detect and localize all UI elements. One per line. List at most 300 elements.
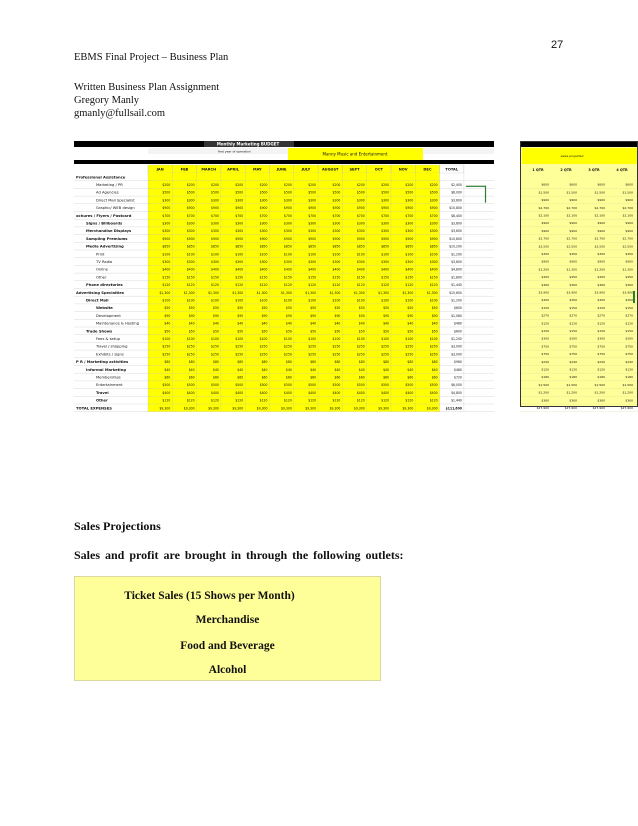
- quarter-value-cell: $2,550: [622, 244, 633, 249]
- budget-value-cell: $9,300: [280, 406, 292, 411]
- budget-value-cell: $850: [283, 244, 292, 249]
- quarter-value-cell: $27,900: [592, 406, 605, 410]
- budget-value-cell: $200: [332, 183, 341, 187]
- budget-value-cell: $250: [211, 344, 219, 349]
- budget-value-cell: $120: [162, 283, 171, 288]
- budget-value-cell: $60: [310, 375, 317, 380]
- budget-value-cell: $900: [356, 206, 365, 211]
- budget-value-cell: $200: [283, 183, 292, 187]
- budget-value-cell: $300: [235, 260, 244, 264]
- budget-value-cell: $90: [407, 313, 414, 318]
- budget-value-cell: $90: [285, 313, 292, 318]
- row-label: Entertainment: [96, 383, 123, 388]
- budget-value-cell: $400: [162, 390, 171, 395]
- budget-value-cell: $50: [285, 306, 292, 311]
- budget-value-cell: $300: [259, 229, 268, 234]
- budget-value-cell: $250: [332, 352, 341, 357]
- budget-value-cell: $100: [259, 252, 268, 257]
- budget-value-cell: $40: [383, 321, 389, 326]
- budget-value-cell: $80: [431, 360, 438, 365]
- budget-value-cell: $850: [162, 244, 171, 249]
- quarter-value-cell: $2,550: [594, 244, 605, 249]
- budget-value-cell: $50: [237, 306, 244, 311]
- budget-value-cell: $400: [162, 267, 171, 272]
- author-name: Gregory Manly: [74, 95, 140, 106]
- quarter-value-cell: $300: [625, 336, 633, 341]
- quarter-value-cell: $300: [541, 336, 549, 341]
- quarter-header-2: 2 QTR: [560, 168, 572, 172]
- month-header-dec: DEC: [423, 167, 432, 172]
- budget-value-cell: $40: [407, 321, 414, 326]
- quarter-value-cell: $750: [541, 352, 549, 357]
- budget-value-cell: $500: [356, 383, 365, 388]
- budget-value-cell: $400: [283, 267, 292, 272]
- budget-value-cell: $1,300: [159, 290, 171, 295]
- row-label: Online: [96, 267, 108, 272]
- quarter-value-cell: $150: [625, 305, 633, 310]
- budget-value-cell: $1,300: [208, 290, 219, 295]
- row-label: Sampling Premiums: [86, 236, 128, 241]
- month-header-oct: OCT: [374, 167, 383, 172]
- budget-total-cell: $1,200: [451, 298, 462, 303]
- budget-total-cell: $10,800: [449, 236, 462, 241]
- row-label: Travel / shopping: [96, 344, 128, 349]
- budget-value-cell: $400: [356, 267, 365, 272]
- budget-total-cell: $1,200: [451, 337, 462, 341]
- budget-value-cell: $700: [405, 213, 414, 218]
- budget-total-cell: $720: [454, 375, 462, 380]
- month-header-feb: FEB: [180, 167, 189, 172]
- budget-value-cell: $9,300: [232, 406, 244, 411]
- budget-total-cell: $10,800: [449, 206, 462, 211]
- budget-value-cell: $50: [431, 306, 438, 311]
- budget-value-cell: $200: [186, 183, 195, 187]
- budget-value-cell: $300: [381, 221, 389, 226]
- budget-total-cell: $1,440: [451, 283, 462, 288]
- budget-value-cell: $100: [308, 337, 317, 341]
- budget-value-cell: $50: [212, 306, 219, 311]
- budget-value-cell: $150: [211, 275, 219, 280]
- budget-value-cell: $500: [186, 383, 195, 388]
- budget-total-cell: $480: [454, 367, 462, 372]
- budget-value-cell: $500: [162, 190, 171, 195]
- quarter-value-cell: $2,700: [622, 205, 633, 210]
- budget-value-cell: $300: [211, 221, 219, 226]
- quarter-value-cell: $360: [569, 398, 577, 403]
- quarter-value-cell: $3,900: [594, 290, 605, 295]
- budget-value-cell: $80: [407, 360, 414, 365]
- assignment-title: Written Business Plan Assignment: [74, 82, 220, 93]
- budget-value-cell: $9,300: [353, 406, 365, 411]
- budget-value-cell: $200: [405, 183, 414, 187]
- budget-total-cell: $600: [454, 306, 462, 311]
- budget-value-cell: $120: [259, 398, 268, 403]
- budget-value-cell: $700: [356, 213, 365, 218]
- budget-value-cell: $300: [162, 260, 171, 264]
- budget-value-cell: $300: [308, 221, 317, 226]
- quarter-value-cell: $180: [597, 375, 605, 380]
- author-email: gmanly@fullsail.com: [74, 108, 166, 119]
- quarter-value-cell: $240: [541, 359, 549, 364]
- budget-value-cell: $700: [211, 213, 219, 218]
- budget-value-cell: $300: [332, 260, 341, 264]
- budget-value-cell: $900: [381, 206, 389, 211]
- quarter-value-cell: $750: [597, 352, 605, 357]
- quarter-value-cell: $150: [625, 329, 633, 333]
- budget-value-cell: $50: [261, 306, 268, 311]
- budget-value-cell: $1,300: [402, 290, 414, 295]
- budget-total-cell: $6,000: [451, 190, 462, 195]
- budget-value-cell: $250: [235, 344, 244, 349]
- budget-value-cell: $90: [310, 313, 317, 318]
- outlet-food-beverage: Food and Beverage: [180, 640, 275, 652]
- quarter-value-cell: $1,200: [594, 390, 605, 395]
- budget-value-cell: $40: [407, 367, 414, 372]
- budget-value-cell: $300: [186, 260, 195, 264]
- month-header-july: JULY: [301, 167, 311, 172]
- quarter-value-cell: $300: [597, 336, 605, 341]
- budget-value-cell: $1,300: [353, 290, 365, 295]
- budget-value-cell: $200: [308, 183, 317, 187]
- budget-value-cell: $80: [334, 360, 341, 365]
- budget-value-cell: $100: [186, 252, 195, 257]
- quarter-value-cell: $360: [597, 282, 605, 287]
- budget-value-cell: $120: [356, 398, 365, 403]
- quarter-value-cell: $900: [625, 198, 633, 203]
- budget-total-cell: $1,800: [451, 275, 462, 280]
- budget-value-cell: $200: [162, 183, 171, 187]
- budget-value-cell: $60: [358, 375, 365, 380]
- quarterly-projection-spreadsheet: [520, 141, 638, 410]
- quarter-value-cell: $2,100: [622, 213, 633, 218]
- quarter-value-cell: $270: [597, 313, 605, 318]
- budget-value-cell: $200: [235, 183, 244, 187]
- quarter-value-cell: $1,200: [538, 390, 549, 395]
- quarter-value-cell: $2,700: [594, 236, 605, 241]
- budget-total-cell: $1,200: [451, 252, 462, 257]
- budget-value-cell: $60: [237, 375, 244, 380]
- budget-value-cell: $100: [162, 252, 171, 257]
- budget-value-cell: $9,300: [426, 406, 438, 411]
- budget-value-cell: $500: [283, 190, 292, 195]
- budget-value-cell: $300: [429, 229, 438, 234]
- budget-value-cell: $850: [381, 244, 389, 249]
- budget-value-cell: $50: [164, 329, 171, 334]
- budget-value-cell: $250: [405, 344, 414, 349]
- budget-value-cell: $250: [259, 344, 268, 349]
- budget-value-cell: $120: [211, 283, 219, 288]
- budget-value-cell: $250: [162, 344, 171, 349]
- budget-value-cell: $700: [162, 213, 171, 218]
- budget-value-cell: $850: [332, 244, 341, 249]
- budget-value-cell: $250: [235, 352, 244, 357]
- quarter-value-cell: $150: [541, 329, 549, 333]
- budget-value-cell: $500: [235, 383, 244, 388]
- budget-value-cell: $250: [186, 352, 195, 357]
- quarter-value-cell: $300: [541, 298, 549, 303]
- quarter-value-cell: $300: [625, 252, 633, 256]
- budget-value-cell: $900: [259, 206, 268, 211]
- row-label: Website: [96, 306, 113, 311]
- budget-value-cell: $500: [429, 383, 438, 388]
- budget-value-cell: $900: [186, 236, 195, 241]
- budget-value-cell: $100: [186, 298, 195, 303]
- row-label: Trade Shows: [86, 329, 113, 334]
- page-number: 27: [551, 39, 564, 51]
- budget-value-cell: $150: [186, 275, 195, 280]
- budget-value-cell: $300: [283, 260, 292, 264]
- budget-value-cell: $500: [259, 383, 268, 388]
- budget-value-cell: $120: [283, 283, 292, 288]
- budget-value-cell: $120: [211, 398, 219, 403]
- budget-value-cell: $90: [431, 313, 438, 318]
- budget-value-cell: $9,300: [208, 406, 219, 411]
- budget-value-cell: $400: [259, 267, 268, 272]
- budget-value-cell: $50: [407, 329, 414, 334]
- budget-value-cell: $100: [162, 337, 171, 341]
- quarter-value-cell: $600: [625, 182, 633, 187]
- budget-value-cell: $300: [283, 229, 292, 234]
- budget-value-cell: $40: [188, 367, 195, 372]
- budget-value-cell: $200: [381, 183, 389, 187]
- month-header-april: APRIL: [227, 167, 239, 172]
- quarter-header-1: 1 QTR: [532, 168, 544, 172]
- budget-value-cell: $700: [235, 213, 244, 218]
- quarter-value-cell: $1,200: [622, 390, 633, 395]
- budget-total-cell: $600: [454, 329, 462, 334]
- budget-total-cell: $1,080: [451, 313, 462, 318]
- budget-value-cell: $300: [332, 221, 341, 226]
- budget-value-cell: $9,300: [183, 406, 195, 411]
- budget-total-cell: $2,400: [451, 183, 462, 187]
- budget-value-cell: $60: [285, 375, 292, 380]
- quarter-title: sales projected: [560, 154, 584, 158]
- selection-marker: [466, 186, 486, 187]
- budget-total-cell: $3,600: [451, 221, 462, 226]
- budget-value-cell: $150: [356, 275, 365, 280]
- budget-value-cell: $80: [212, 360, 219, 365]
- budget-value-cell: $700: [332, 213, 341, 218]
- budget-value-cell: $900: [211, 206, 219, 211]
- budget-value-cell: $250: [259, 352, 268, 357]
- budget-value-cell: $250: [332, 344, 341, 349]
- budget-value-cell: $120: [259, 283, 268, 288]
- budget-total-cell: $3,000: [451, 344, 462, 349]
- budget-total-cell: $3,600: [451, 229, 462, 234]
- budget-value-cell: $400: [429, 390, 438, 395]
- budget-value-cell: $400: [186, 390, 195, 395]
- budget-value-cell: $120: [186, 398, 195, 403]
- row-label: Marketing / PR: [96, 183, 123, 187]
- budget-value-cell: $400: [332, 267, 341, 272]
- budget-value-cell: $300: [429, 260, 438, 264]
- month-header-june: JUNE: [276, 167, 287, 172]
- budget-value-cell: $90: [383, 313, 389, 318]
- budget-value-cell: $40: [237, 367, 244, 372]
- running-header: EBMS Final Project – Business Plan: [74, 52, 229, 63]
- budget-value-cell: $40: [431, 367, 438, 372]
- quarter-value-cell: $360: [625, 398, 633, 403]
- row-label: Professional Assistance: [76, 175, 126, 180]
- budget-value-cell: $300: [259, 260, 268, 264]
- budget-value-cell: $300: [332, 198, 341, 203]
- quarter-value-cell: $180: [625, 375, 633, 380]
- budget-value-cell: $300: [405, 229, 414, 234]
- quarter-value-cell: $600: [597, 182, 605, 187]
- budget-value-cell: $100: [162, 298, 171, 303]
- budget-value-cell: $9,300: [305, 406, 317, 411]
- month-header-march: MARCH: [201, 167, 217, 172]
- budget-value-cell: $120: [429, 398, 438, 403]
- budget-value-cell: $100: [405, 298, 414, 303]
- budget-value-cell: $850: [186, 244, 195, 249]
- budget-value-cell: $900: [211, 236, 219, 241]
- budget-value-cell: $120: [356, 283, 365, 288]
- quarter-value-cell: $360: [597, 398, 605, 403]
- row-label: Memberships: [96, 375, 121, 380]
- quarter-value-cell: $27,900: [536, 406, 549, 410]
- quarter-value-cell: $120: [597, 367, 605, 372]
- budget-value-cell: $40: [358, 321, 365, 326]
- budget-total-cell: $1,440: [451, 398, 462, 403]
- quarter-value-cell: $180: [541, 375, 549, 380]
- budget-value-cell: $700: [381, 213, 389, 218]
- budget-value-cell: $40: [164, 321, 171, 326]
- budget-value-cell: $50: [237, 329, 244, 334]
- quarter-value-cell: $900: [625, 221, 633, 226]
- row-label: Advertising Specialties: [76, 290, 124, 295]
- quarter-value-cell: $900: [597, 221, 605, 226]
- budget-value-cell: $250: [162, 352, 171, 357]
- budget-value-cell: $100: [356, 252, 365, 257]
- row-label: Travel: [96, 390, 109, 395]
- budget-value-cell: $500: [308, 383, 317, 388]
- budget-value-cell: $300: [211, 229, 219, 234]
- budget-value-cell: $400: [405, 390, 414, 395]
- quarter-value-cell: $2,700: [594, 205, 605, 210]
- budget-value-cell: $700: [283, 213, 292, 218]
- budget-value-cell: $100: [381, 252, 389, 257]
- quarter-value-cell: $300: [541, 252, 549, 256]
- selection-marker-vertical: [485, 186, 486, 203]
- budget-value-cell: $40: [237, 321, 244, 326]
- budget-value-cell: $150: [308, 275, 317, 280]
- budget-value-cell: $100: [308, 298, 317, 303]
- quarter-value-cell: $300: [597, 298, 605, 303]
- budget-value-cell: $50: [358, 306, 365, 311]
- quarter-value-cell: $900: [541, 228, 549, 233]
- budget-value-cell: $300: [381, 198, 389, 203]
- quarter-value-cell: $120: [569, 321, 577, 326]
- quarter-value-cell: $900: [625, 228, 633, 233]
- quarter-value-cell: $240: [625, 359, 633, 364]
- quarter-value-cell: $27,900: [620, 406, 633, 410]
- quarter-value-cell: $150: [569, 329, 577, 333]
- budget-value-cell: $900: [308, 206, 317, 211]
- budget-value-cell: $850: [235, 244, 244, 249]
- budget-total-cell: $480: [454, 321, 462, 326]
- budget-value-cell: $400: [211, 390, 219, 395]
- budget-value-cell: $300: [356, 198, 365, 203]
- budget-value-cell: $120: [186, 283, 195, 288]
- quarter-value-cell: $300: [597, 252, 605, 256]
- quarter-value-cell: $900: [569, 198, 577, 203]
- budget-value-cell: $50: [358, 329, 365, 334]
- budget-value-cell: $300: [308, 198, 317, 203]
- quarter-header-3: 3 QTR: [588, 168, 600, 172]
- quarter-value-cell: $750: [597, 344, 605, 349]
- budget-value-cell: $120: [405, 283, 414, 288]
- budget-value-cell: $120: [405, 398, 414, 403]
- budget-value-cell: $150: [332, 275, 341, 280]
- quarter-value-cell: $450: [541, 275, 549, 280]
- budget-value-cell: $300: [429, 221, 438, 226]
- budget-value-cell: $150: [429, 275, 438, 280]
- quarter-value-cell: $360: [541, 398, 549, 403]
- budget-value-cell: $40: [358, 367, 365, 372]
- budget-value-cell: $400: [405, 267, 414, 272]
- budget-value-cell: $150: [283, 275, 292, 280]
- budget-value-cell: $300: [235, 198, 244, 203]
- budget-value-cell: $300: [405, 260, 414, 264]
- company-name: Manny Music and Entertainment: [322, 151, 388, 157]
- budget-value-cell: $100: [259, 337, 268, 341]
- budget-value-cell: $40: [334, 367, 341, 372]
- quarter-value-cell: $300: [569, 252, 577, 256]
- budget-value-cell: $50: [334, 329, 341, 334]
- quarter-value-cell: $180: [569, 375, 577, 380]
- section-heading-sales: Sales Projections: [74, 519, 161, 533]
- quarter-value-cell: $300: [569, 336, 577, 341]
- quarter-value-cell: $1,500: [622, 382, 633, 387]
- budget-value-cell: $100: [381, 298, 389, 303]
- quarter-value-cell: $270: [541, 313, 549, 318]
- budget-value-cell: $500: [211, 190, 219, 195]
- budget-value-cell: $500: [356, 190, 365, 195]
- budget-value-cell: $40: [285, 367, 292, 372]
- budget-value-cell: $50: [310, 306, 317, 311]
- row-label: Fees & setup: [96, 337, 120, 341]
- budget-total-cell: $4,800: [451, 390, 462, 395]
- budget-value-cell: $120: [332, 398, 341, 403]
- quarter-value-cell: $900: [541, 259, 549, 264]
- quarter-value-cell: $270: [569, 313, 577, 318]
- budget-value-cell: $900: [235, 236, 244, 241]
- row-label: Other: [96, 398, 108, 403]
- budget-value-cell: $120: [283, 398, 292, 403]
- budget-value-cell: $400: [356, 390, 365, 395]
- budget-value-cell: $100: [429, 298, 438, 303]
- budget-value-cell: $1,300: [329, 290, 341, 295]
- budget-value-cell: $50: [285, 329, 292, 334]
- quarter-value-cell: $900: [569, 259, 577, 264]
- budget-value-cell: $80: [237, 360, 244, 365]
- quarter-value-cell: $3,900: [538, 290, 549, 295]
- budget-value-cell: $250: [381, 352, 389, 357]
- quarter-value-cell: $120: [541, 321, 549, 326]
- sheet-title: Monthly Marketing BUDGET: [216, 141, 280, 147]
- budget-value-cell: $900: [429, 236, 438, 241]
- budget-value-cell: $120: [235, 283, 244, 288]
- quarter-value-cell: $1,200: [622, 267, 633, 272]
- budget-value-cell: $900: [283, 206, 292, 211]
- row-label: Maintenance & Hosting: [96, 321, 140, 326]
- budget-value-cell: $500: [332, 383, 341, 388]
- quarter-value-cell: $120: [625, 321, 633, 326]
- outlets-box: [74, 576, 381, 681]
- quarter-value-cell: $1,500: [594, 382, 605, 387]
- quarter-value-cell: $1,200: [594, 267, 605, 272]
